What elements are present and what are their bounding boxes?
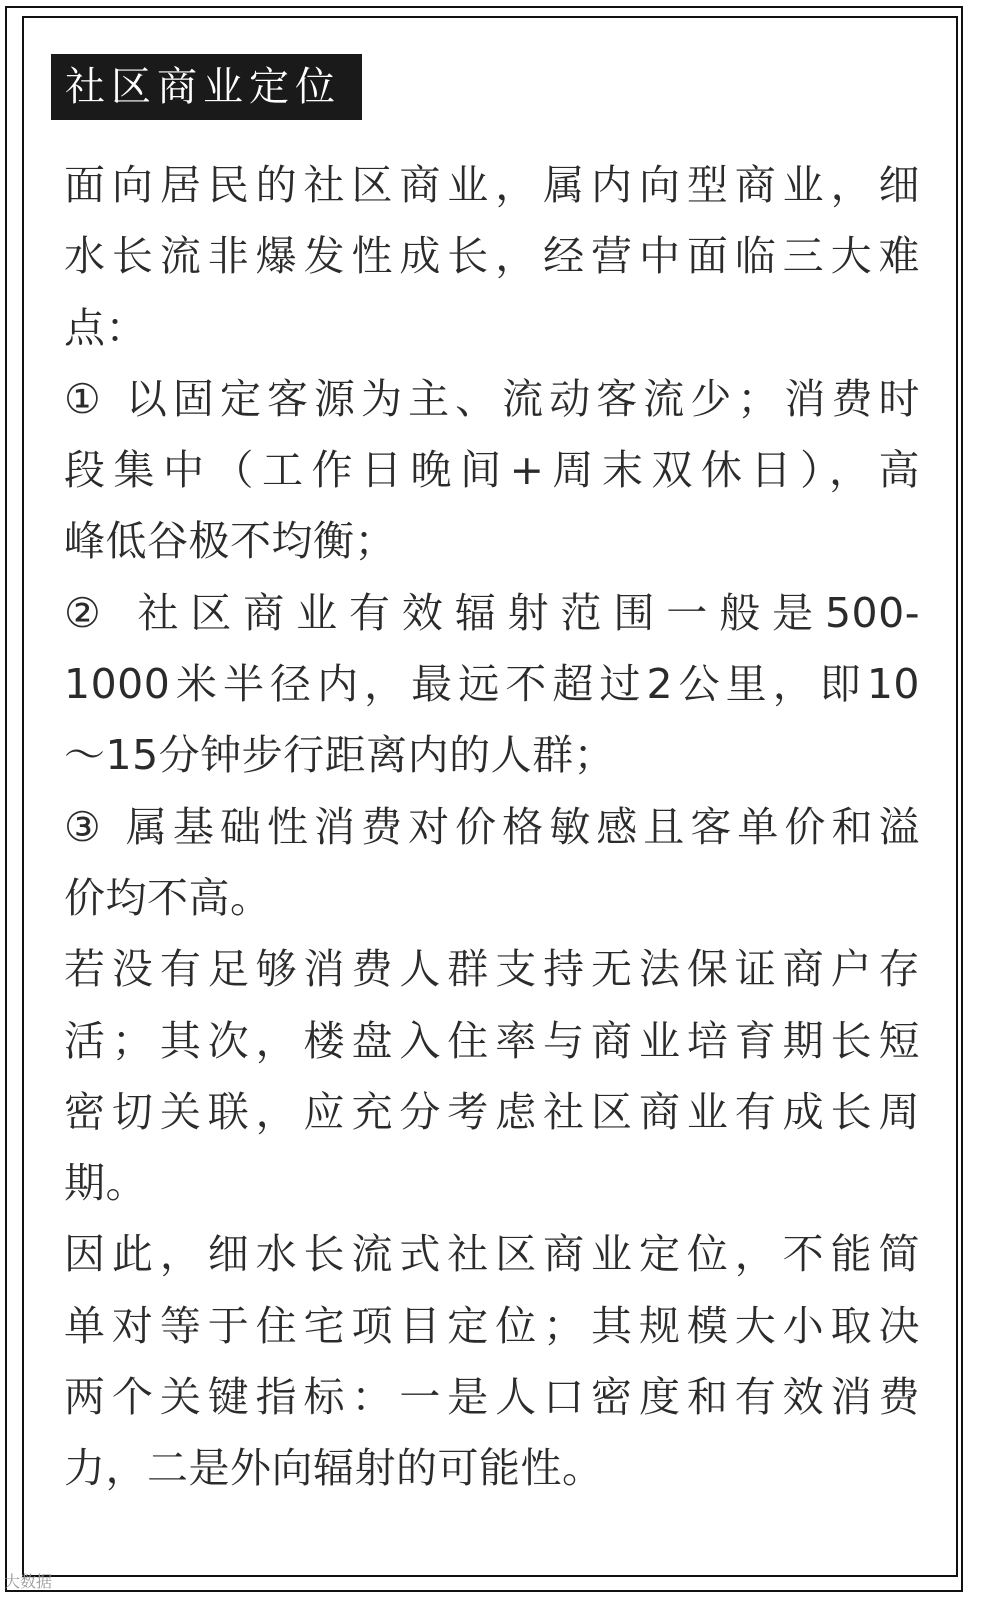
text-line: 活；其次，楼盘入住率与商业培育期长短 <box>64 1016 920 1065</box>
text-line: 力，二是外向辐射的可能性。 <box>64 1444 604 1493</box>
section-heading: 社区商业定位 <box>51 54 362 120</box>
text-line: 点： <box>64 303 147 352</box>
text-line: 段集中（工作日晚间+周末双休日），高 <box>64 446 920 495</box>
text-line: 两个关键指标：一是人口密度和有效消费 <box>64 1373 920 1422</box>
text-line: ① 以固定客源为主、流动客流少；消费时 <box>64 374 920 423</box>
text-line: 因此，细水长流式社区商业定位，不能简 <box>64 1230 920 1279</box>
watermark: 大数据 <box>4 1572 53 1591</box>
text-line: ③ 属基础性消费对价格敏感且客单价和溢 <box>64 802 920 851</box>
text-line: 单对等于住宅项目定位；其规模大小取决 <box>64 1301 920 1350</box>
body-paragraphs <box>64 150 920 1505</box>
text-line: ② 社区商业有效辐射范围一般是500- <box>64 588 920 637</box>
text-line: 峰低谷极不均衡； <box>64 517 396 566</box>
text-line: 密切关联，应充分考虑社区商业有成长周 <box>64 1087 920 1136</box>
text-line: 水长流非爆发性成长，经营中面临三大难 <box>64 232 920 281</box>
text-line: 价均不高。 <box>64 873 272 922</box>
text-line: 若没有足够消费人群支持无法保证商户存 <box>64 945 920 994</box>
text-line: ～15分钟步行距离内的人群； <box>64 731 616 780</box>
text-line: 面向居民的社区商业，属内向型商业，细 <box>64 161 920 209</box>
text-line: 1000米半径内，最远不超过2公里，即10 <box>64 660 920 709</box>
text-line: 期。 <box>64 1159 147 1208</box>
